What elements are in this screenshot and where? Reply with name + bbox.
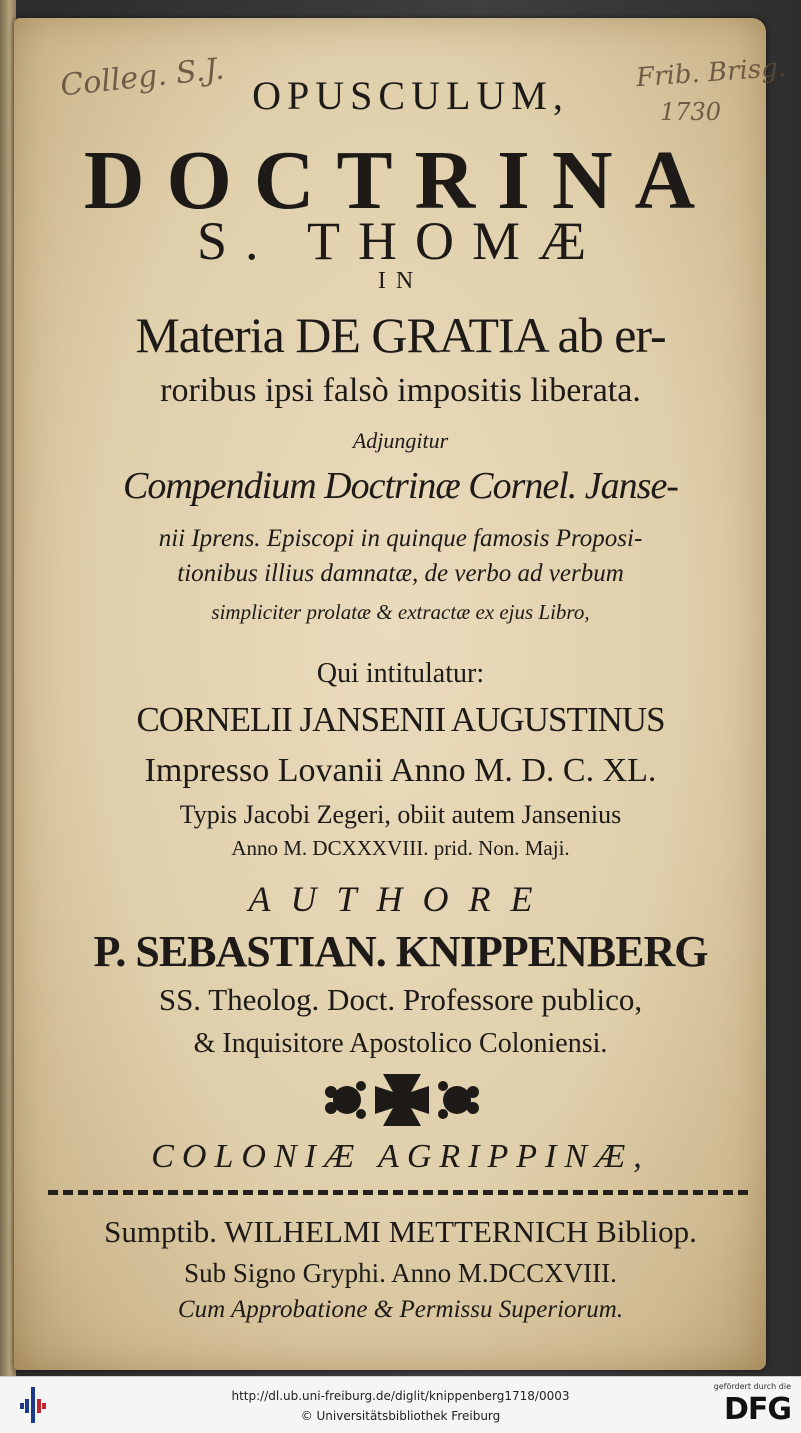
- dfg-logo: DFG: [723, 1392, 791, 1427]
- handwritten-note-left: Colleg. S.J.: [58, 51, 226, 104]
- title-in: IN: [377, 268, 424, 294]
- title-materia: Materia DE GRATIA ab er-: [135, 307, 666, 363]
- impresso-line: Impresso Lovanii Anno M. D. C. XL.: [144, 752, 657, 789]
- copyright-text: © Universitätsbibliothek Freiburg: [300, 1409, 501, 1423]
- title-doctrina: DOCTRINA: [83, 134, 718, 227]
- authore: AUTHORE: [248, 879, 553, 919]
- title-erroribus: roribus ipsi falsò impositis liberata.: [160, 372, 641, 409]
- anno-obiit-line: Anno M. DCXXXVIII. prid. Non. Maji.: [231, 836, 570, 860]
- divider-rule: [48, 1190, 748, 1195]
- title-s-thomae: S. THOMÆ: [196, 211, 605, 271]
- viewer-footer: [0, 1376, 801, 1433]
- augustinus-line: CORNELII JANSENII AUGUSTINUS: [136, 700, 665, 739]
- approbation-line: Cum Approbatione & Permissu Superiorum.: [177, 1296, 624, 1323]
- qui-intitulatur: Qui intitulatur:: [316, 658, 485, 689]
- author-title-2: & Inquisitore Apostolico Coloniensi.: [193, 1028, 608, 1059]
- handwritten-year: 1730: [660, 98, 722, 126]
- author-name: P. SEBASTIAN. KNIPPENBERG: [93, 927, 708, 976]
- typis-line: Typis Jacobi Zegeri, obiit autem Jansenius: [179, 800, 622, 829]
- handwritten-note-right: Frib. Brisg.: [635, 52, 787, 94]
- compendium-line: Compendium Doctrinæ Cornel. Janse-: [123, 465, 678, 507]
- author-title-1: SS. Theolog. Doct. Professore publico,: [158, 982, 643, 1017]
- simpliciter-line: simpliciter prolatæ & extractæ ex ejus Libro,: [211, 600, 590, 624]
- cross-ornament-icon: [317, 1070, 487, 1130]
- page-url[interactable]: http://dl.ub.uni-freiburg.de/diglit/knippenberg1718/0003: [231, 1389, 570, 1403]
- title-opusculum: OPUSCULUM,: [252, 73, 569, 118]
- publisher-line: Sumptib. WILHELMI METTERNICH Bibliop.: [104, 1214, 697, 1249]
- iprens-line: nii Iprens. Episcopi in quinque famosis Proposi-: [158, 525, 643, 552]
- sign-year-line: Sub Signo Gryphi. Anno M.DCCXVIII.: [184, 1258, 617, 1288]
- dfg-caption: gefördert durch die: [713, 1382, 791, 1391]
- adjungitur: Adjungitur: [352, 428, 449, 453]
- tionibus-line: tionibus illius damnatæ, de verbo ad verbum: [177, 560, 624, 587]
- imprint-city: COLONIÆ AGRIPPINÆ,: [151, 1138, 650, 1175]
